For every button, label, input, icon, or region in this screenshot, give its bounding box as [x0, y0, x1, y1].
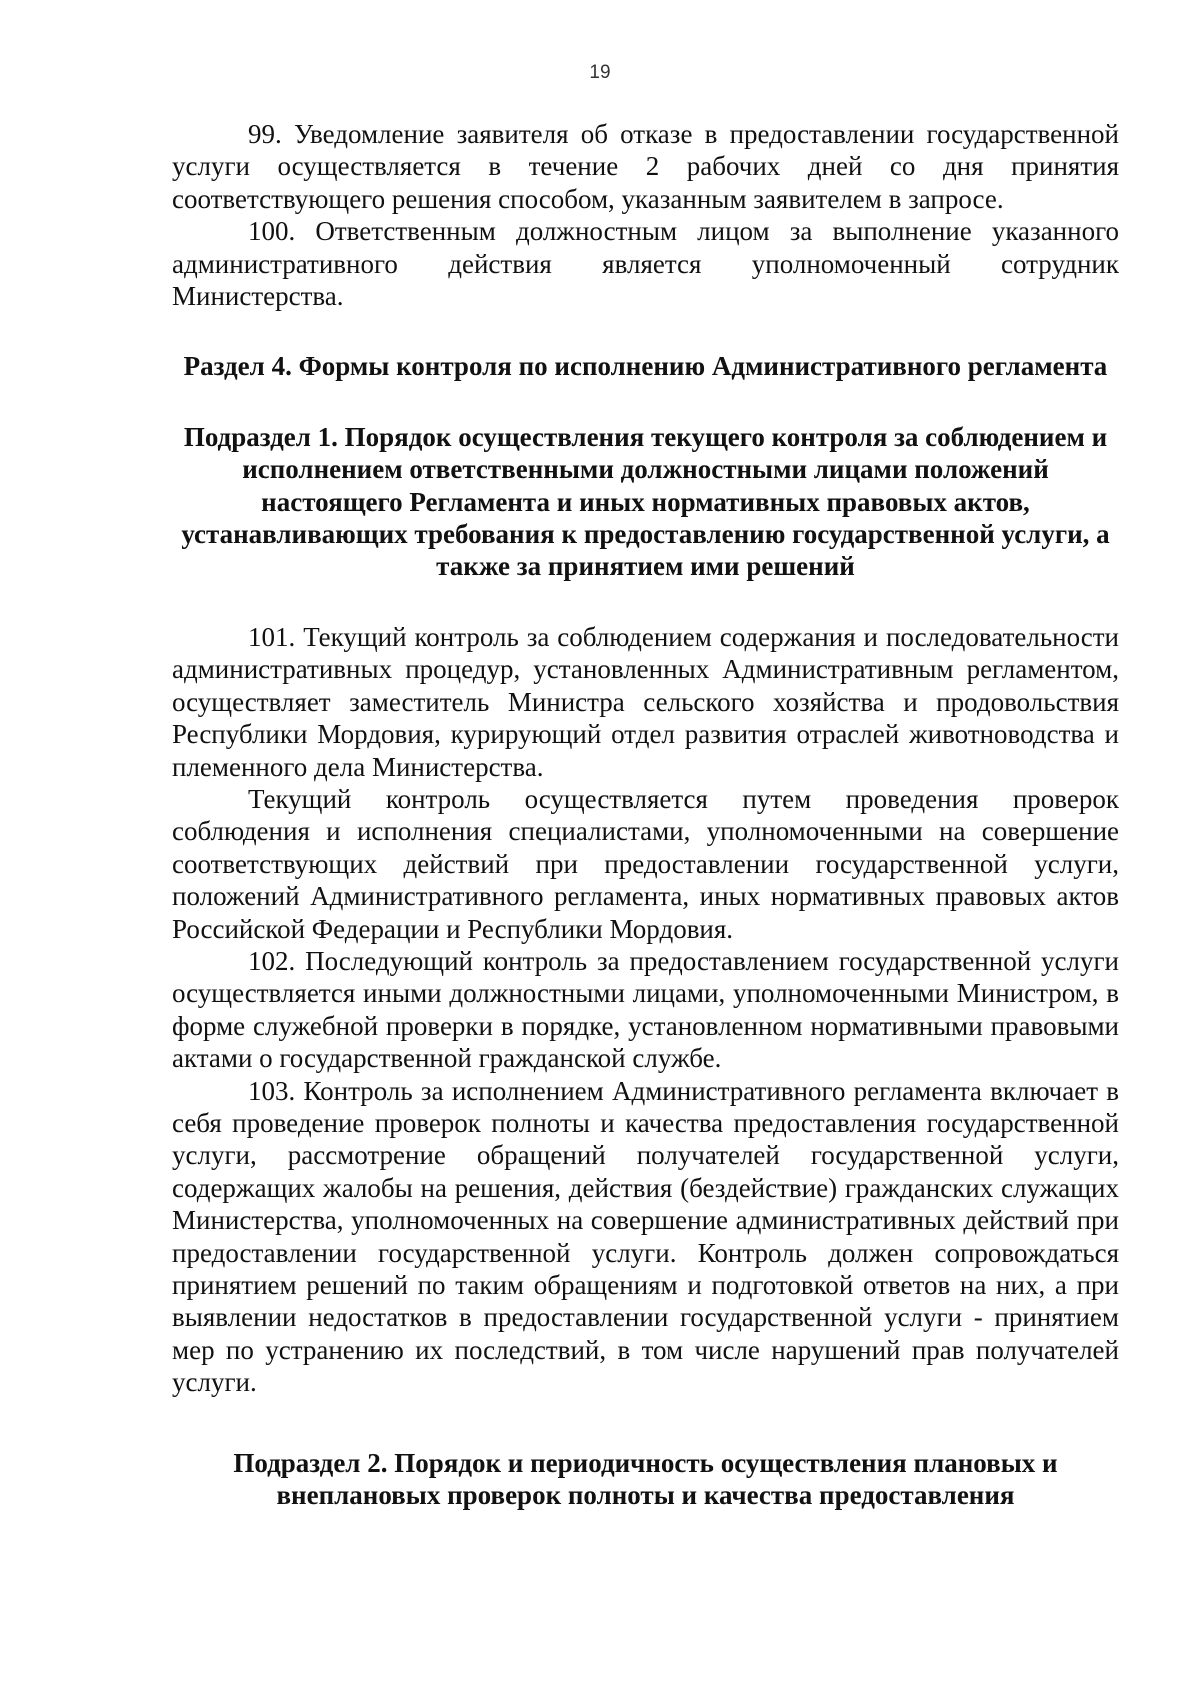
subsection-1-heading: Подраздел 1. Порядок осуществления текущего контроля за соблюдением и исполнением ответственными должностными лицами положений настоящего Регламента и иных нормативных правовых актов, устанавливающих требования к предоставлению государственной услуги, а также за принятием ими решений	[181, 421, 1110, 582]
subsection-2-heading: Подраздел 2. Порядок и периодичность осуществления плановых и внеплановых проверок полноты и качества предоставления	[233, 1447, 1058, 1511]
paragraph-101: 101. Текущий контроль за соблюдением содержания и последовательности административных процедур, установленных Административным регламентом, осуществляет заместитель Министра сельского хозяйства и продовольствия Республики Мордовия, курирующий отдел развития отраслей животноводства и племенного дела Министерства.	[172, 621, 1119, 782]
paragraph-100: 100. Ответственным должностным лицом за выполнение указанного административного действия является уполномоченный сотрудник Министерства.	[172, 216, 1119, 312]
document-body	[172, 118, 1119, 1511]
paragraph-103: 103. Контроль за исполнением Административного регламента включает в себя проведение проверок полноты и качества предоставления государственной услуги, рассмотрение обращений получателей государственной услуги, содержащих жалобы на решения, действия (бездействие) гражданских служащих Министерства, уполномоченных на совершение административных действий при предоставлении государственной услуги. Контроль должен сопровождаться принятием решений по таким обращениям и подготовкой ответов на них, а при выявлении недостатков в предоставлении государственной услуги - принятием мер по устранению их последствий, в том числе нарушений прав получателей услуги.	[172, 1075, 1119, 1398]
paragraph-current-control: Текущий контроль осуществляется путем проведения проверок соблюдения и исполнения специалистами, уполномоченными на совершение соответствующих действий при предоставлении государственной услуги, положений Административного регламента, иных нормативных правовых актов Российской Федерации и Республики Мордовия.	[172, 783, 1119, 944]
paragraph-99: 99. Уведомление заявителя об отказе в предоставлении государственной услуги осуществляется в течение 2 рабочих дней со дня принятия соответствующего решения способом, указанным заявителем в запросе.	[172, 119, 1119, 214]
paragraph-102: 102. Последующий контроль за предоставлением государственной услуги осуществляется иными должностными лицами, уполномоченными Министром, в форме служебной проверки в порядке, установленном нормативными правовыми актами о государственной гражданской службе.	[172, 945, 1119, 1074]
page-number: 19	[589, 62, 611, 83]
section-4-heading: Раздел 4. Формы контроля по исполнению Административного регламента	[183, 351, 1108, 382]
